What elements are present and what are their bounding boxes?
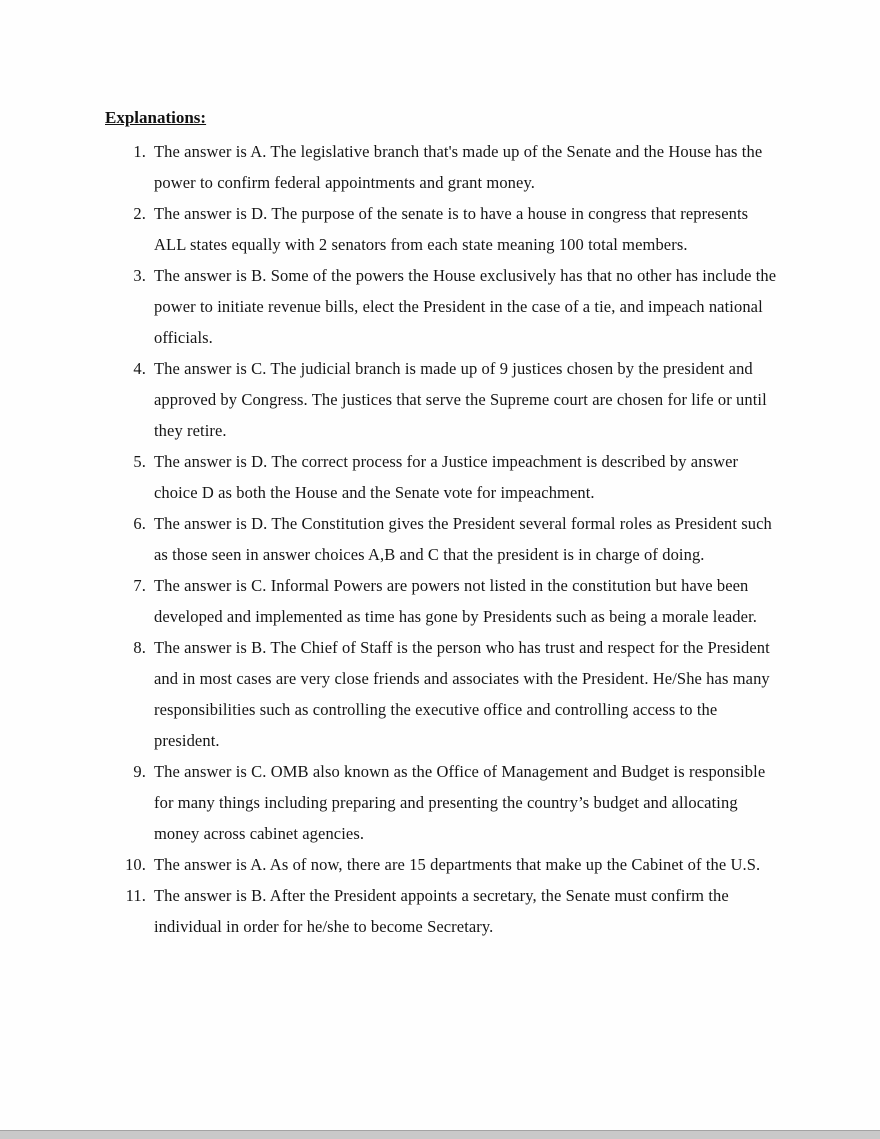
- item-text: The answer is D. The Constitution gives the President several formal roles as President such as those seen in answer choices A,B and C that the president is in charge of doing.: [154, 514, 772, 564]
- item-text: The answer is C. OMB also known as the Office of Management and Budget is responsible for many things including preparing and presenting the country’s budget and allocating money across cabinet agencies.: [154, 762, 766, 843]
- explanation-item: [105, 198, 779, 260]
- item-text: The answer is C. The judicial branch is made up of 9 justices chosen by the president and approved by Congress. The justices that serve the Supreme court are chosen for life or until they retire.: [154, 359, 767, 440]
- item-number: 2.: [133, 204, 146, 223]
- item-text: The answer is D. The correct process for a Justice impeachment is described by answer choice D as both the House and the Senate vote for impeachment.: [154, 452, 739, 502]
- item-text: The answer is B. The Chief of Staff is the person who has trust and respect for the President and in most cases are very close friends and associates with the President. He/She has many responsibilities such as controlling the executive office and controlling access to the president.: [154, 638, 770, 750]
- item-number: 1.: [133, 142, 146, 161]
- item-number: 11.: [125, 886, 146, 905]
- item-number: 7.: [133, 576, 146, 595]
- item-number: 9.: [133, 762, 146, 781]
- page-heading: Explanations:: [105, 108, 207, 127]
- item-number: 6.: [133, 514, 146, 533]
- item-text: The answer is A. As of now, there are 15 departments that make up the Cabinet of the U.S.: [154, 855, 761, 874]
- item-text: The answer is D. The purpose of the senate is to have a house in congress that represents ALL states equally with 2 senators from each state meaning 100 total members.: [154, 204, 749, 254]
- explanation-item: [105, 353, 779, 446]
- item-number: 8.: [133, 638, 146, 657]
- item-text: The answer is C. Informal Powers are powers not listed in the constitution but have been developed and implemented as time has gone by Presidents such as being a morale leader.: [154, 576, 757, 626]
- explanations-list: [105, 136, 779, 942]
- explanation-item: [105, 260, 779, 353]
- item-text: The answer is A. The legislative branch that's made up of the Senate and the House has the power to confirm federal appointments and grant money.: [154, 142, 763, 192]
- explanation-item: [105, 446, 779, 508]
- item-number: 3.: [133, 266, 146, 285]
- item-number: 10.: [125, 855, 146, 874]
- item-text: The answer is B. Some of the powers the House exclusively has that no other has include the power to initiate revenue bills, elect the President in the case of a tie, and impeach national officials.: [154, 266, 777, 347]
- explanation-item: [105, 570, 779, 632]
- explanation-item: [105, 756, 779, 849]
- explanation-item: [105, 508, 779, 570]
- explanation-item: [105, 632, 779, 756]
- item-number: 4.: [133, 359, 146, 378]
- explanation-item: [105, 136, 779, 198]
- item-text: The answer is B. After the President appoints a secretary, the Senate must confirm the individual in order for he/she to become Secretary.: [154, 886, 729, 936]
- explanation-item: [105, 849, 779, 880]
- item-number: 5.: [133, 452, 146, 471]
- page-boundary-divider: [0, 1130, 880, 1139]
- explanation-item: [105, 880, 779, 942]
